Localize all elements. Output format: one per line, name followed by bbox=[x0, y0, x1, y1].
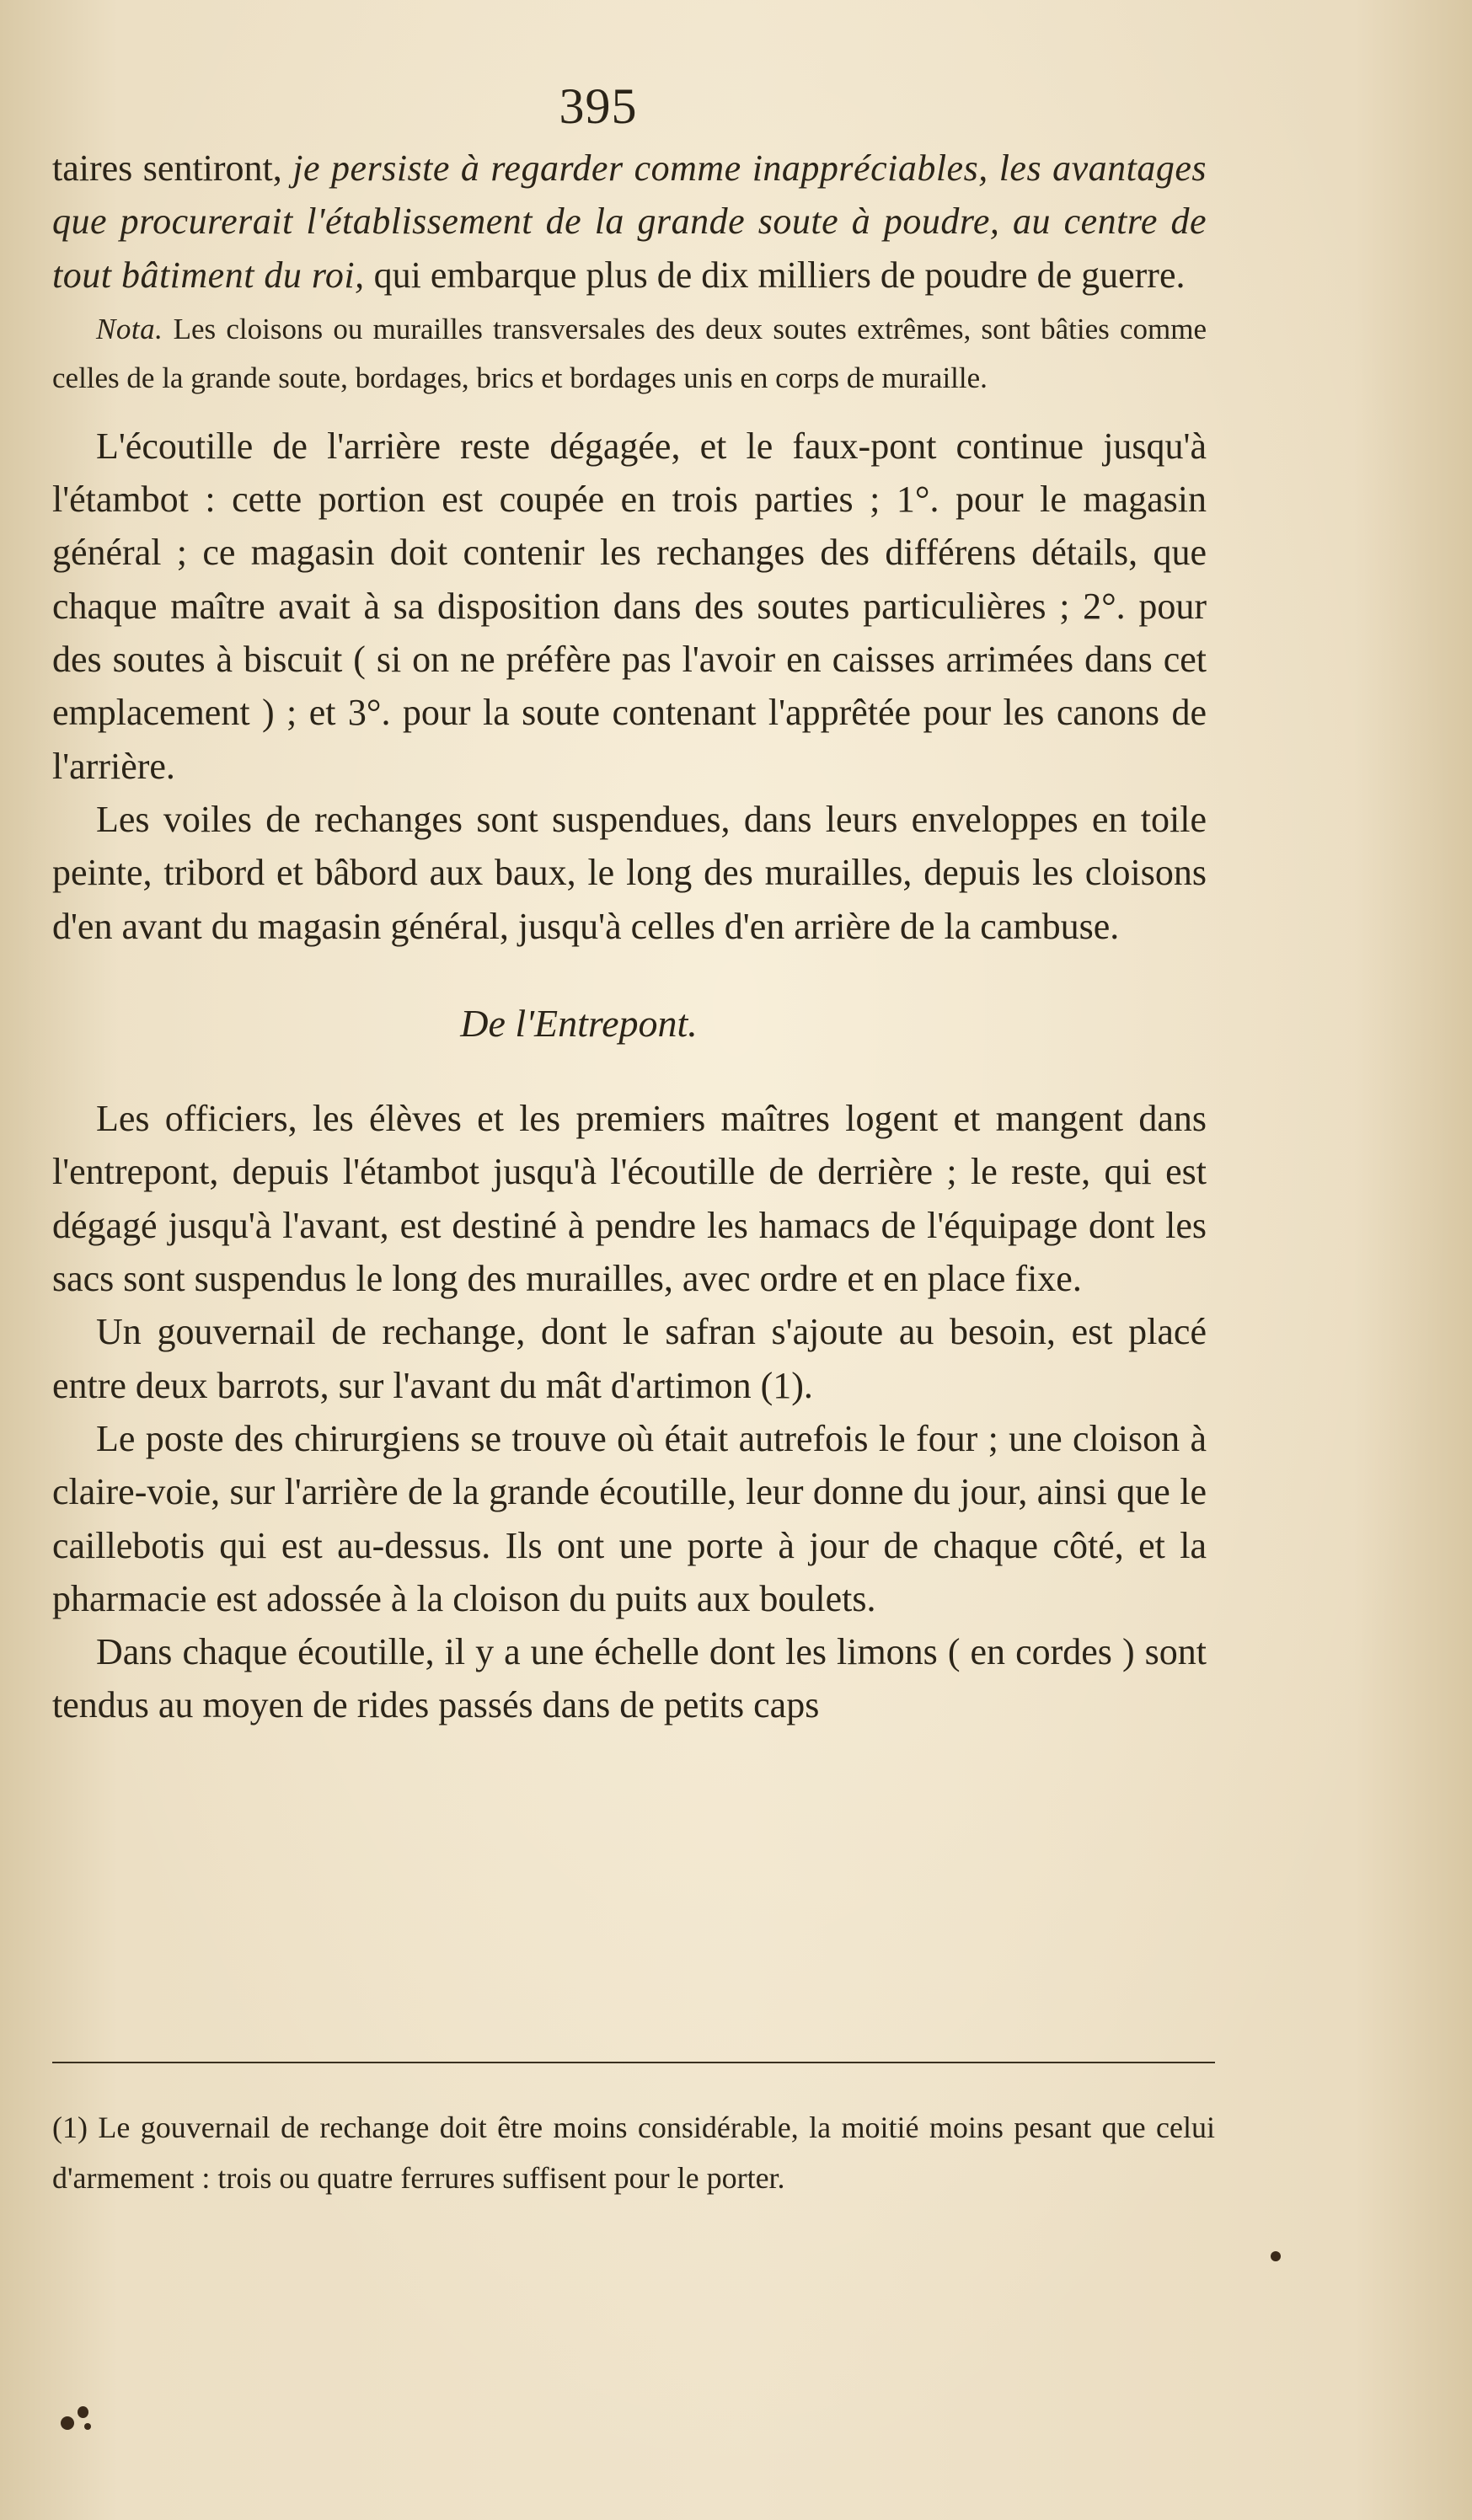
paragraph-voiles bbox=[52, 793, 1207, 953]
paragraph-gouvernail bbox=[52, 1305, 1207, 1412]
paragraph-echelle bbox=[52, 1625, 1207, 1732]
body-text bbox=[52, 142, 1207, 1732]
ink-speck bbox=[1271, 2251, 1281, 2261]
paragraph-officiers bbox=[52, 1092, 1207, 1305]
text-run: Le poste des chirurgiens se trouve où était autrefois le four ; une cloison à claire-voie, sur l'arrière de la grande écoutille, leur donne du jour, ainsi que le caillebotis qui est au-dessus. Ils ont une porte à jour de chaque côté, et la pharmacie est adossée à la cloison du puits aux boulets. bbox=[52, 1417, 1207, 1619]
footnote-separator bbox=[52, 2062, 1215, 2063]
text-run: qui embarque plus de dix milliers de poudre de guerre. bbox=[364, 254, 1186, 296]
paragraph-ecoutille bbox=[52, 420, 1207, 793]
ink-speck bbox=[78, 2406, 88, 2418]
page-number: 395 bbox=[559, 78, 638, 134]
text-run: Les voiles de rechanges sont suspendues, dans leurs enveloppes en toile peinte, tribord et bâbord aux baux, le long des murailles, depuis les cloisons d'en avant du magasin général, jusqu'à celles d'en arrière de la cambuse. bbox=[52, 798, 1207, 947]
text-run: L'écoutille de l'arrière reste dégagée, et le faux-pont continue jusqu'à l'étambot : cette portion est coupée en trois parties ; 1°. pour le magasin général ; ce magasin doit contenir les rechanges des différens détails, que chaque maître avait à sa disposition dans des soutes particulières ; 2°. pour des soutes à biscuit ( si on ne préfère pas l'avoir en caisses arrimées dans cet emplacement ) ; et 3°. pour la soute contenant l'apprêtée pour les canons de l'arrière. bbox=[52, 425, 1207, 787]
text-run: Dans chaque écoutille, il y a une échelle dont les limons ( en cordes ) sont tendus au moyen de rides passés dans de petits caps bbox=[52, 1631, 1207, 1726]
ink-speck bbox=[61, 2416, 74, 2430]
text-run: taires sentiront, bbox=[52, 147, 293, 189]
nota-paragraph bbox=[52, 305, 1207, 403]
text-run: Les officiers, les élèves et les premiers maîtres logent et mangent dans l'entrepont, depuis l'étambot jusqu'à l'écoutille de derrière ; le reste, qui est dégagé jusqu'à l'avant, est destiné à pendre les hamacs de l'équipage dont les sacs sont suspendus le long des murailles, avec ordre et en place fixe. bbox=[52, 1098, 1207, 1300]
ink-speck bbox=[84, 2423, 91, 2430]
paragraph-chirurgiens bbox=[52, 1412, 1207, 1625]
italic-text-run: je persiste à regarder comme inappréciables, les avantages que procurerait l'établissement de la grande soute à poudre, au centre de tout bâtiment du roi, bbox=[52, 147, 1207, 296]
nota-label: Nota. bbox=[96, 312, 163, 345]
footnote: (1) Le gouvernail de rechange doit être moins considérable, la moitié moins pesant que celui d'armement : trois ou quatre ferrures suffisent pour le porter. bbox=[52, 2111, 1215, 2195]
text-run: Un gouvernail de rechange, dont le safran s'ajoute au besoin, est placé entre deux barrots, sur l'avant du mât d'artimon (1). bbox=[52, 1311, 1207, 1406]
text-run: Les cloisons ou murailles transversales des deux soutes extrêmes, sont bâties comme celles de la grande soute, bordages, brics et bordages unis en corps de muraille. bbox=[52, 312, 1207, 394]
paragraph-continuation bbox=[52, 142, 1207, 302]
section-heading: De l'Entrepont. bbox=[460, 1001, 698, 1045]
